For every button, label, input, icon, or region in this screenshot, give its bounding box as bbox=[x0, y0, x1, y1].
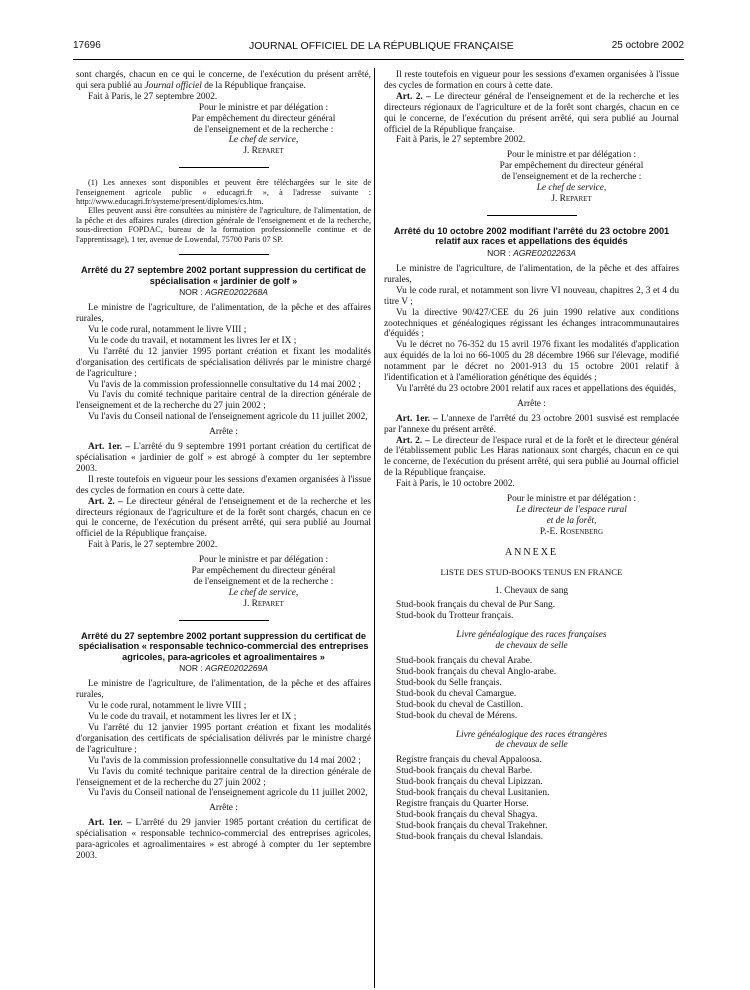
decree-title: Arrêté du 27 septembre 2002 portant suppression du certificat de spécialisation « responsable technico-commercial des entreprises agricoles, para-agricoles et agroalimentaires » bbox=[78, 630, 369, 662]
preamble-line: Vu le code du travail, et notamment les livres Ier et IX ; bbox=[88, 335, 297, 346]
fait-line: Fait à Paris, le 27 septembre 2002. bbox=[88, 540, 218, 551]
list-item: Stud-book français du cheval Islandais. bbox=[396, 831, 544, 842]
preamble-line: Vu l'arrêté du 12 janvier 1995 portant création et fixant les modalités d'organisation des certificats de spécialisation délivrés par le ministre chargé de l'agriculture ; bbox=[76, 346, 371, 379]
list-item: Stud-book du Selle français. bbox=[396, 677, 502, 688]
preamble-line: Le ministre de l'agriculture, de l'alimentation, de la pêche et des affaires rurales, bbox=[384, 263, 679, 285]
fait-line: Fait à Paris, le 10 octobre 2002. bbox=[396, 479, 515, 490]
preamble-line: Vu le décret no 76-352 du 15 avril 1976 fixant les modalités d'application aux équidés de la loi no 66-1005 du 28 décembre 1966 sur l'élevage, modifié notamment par le décret no 2001-913 du 15 octobre 2001 relatif à l'identification et à l'amélioration génétique des équidés ; bbox=[384, 340, 679, 384]
list-heading: LISTE DES STUD-BOOKS TENUS EN FRANCE bbox=[440, 566, 623, 577]
page-header bbox=[73, 40, 684, 56]
signature-block: Pour le ministre et par délégation : Par empêchement du directeur général de l'enseignement et de la recherche : Le chef de service, J. Reparet bbox=[191, 555, 336, 609]
preamble-line: Vu la directive 90/427/CEE du 26 juin 1990 relative aux conditions zootechniques et généalogiques régissant les échanges intracommunautaires d'équidés ; bbox=[384, 307, 679, 340]
list-item: Stud-book français du cheval Arabe. bbox=[396, 656, 533, 667]
preamble-line: Vu l'avis du comité technique paritaire central de la direction générale de l'enseignement et de la recherche du 27 juin 2002 ; bbox=[76, 390, 371, 412]
list-item: Registre français du Quarter Horse. bbox=[396, 798, 529, 809]
left-column bbox=[76, 70, 371, 862]
list-item: Stud-book français du cheval Lusitanien. bbox=[396, 788, 550, 799]
signature-block: Pour le ministre et par délégation : Par empêchement du directeur général de l'enseignement et de la recherche : Le chef de service, J. Reparet bbox=[191, 102, 336, 157]
studbook-list bbox=[384, 656, 679, 721]
page-number: 17696 bbox=[73, 40, 101, 51]
issue-date: 25 octobre 2002 bbox=[611, 40, 684, 51]
preamble-line: Vu le code rural, notamment le livre VIII ; bbox=[88, 325, 247, 335]
list-item: Registre français du cheval Appaloosa. bbox=[396, 755, 542, 766]
article-1: Art. 1er. – L'arrêté du 29 janvier 1985 portant création du certificat de spécialisation « responsable technico-commercial des entreprises agricoles, para-agricoles et agroalimentaires » est abrogé à compter du 1er septembre 2003. bbox=[76, 818, 371, 861]
article-2: Art. 2. – Le directeur général de l'enseignement et de la recherche et les directeurs régionaux de l'agriculture et de la forêt sont chargés, chacun en ce qui le concerne, de l'exécution du présent arrêté, qui sera publié au Journal officiel de la République française. bbox=[76, 496, 371, 540]
section-rule bbox=[179, 167, 269, 168]
list-item: Stud-book français du cheval Lipizzan. bbox=[396, 777, 543, 788]
list-item: Stud-book du cheval de Mérens. bbox=[396, 710, 518, 721]
preamble-line: Vu l'arrêté du 12 janvier 1995 portant création et fixant les modalités d'organisation des certificats de spécialisation délivrés par le ministre chargé de l'agriculture ; bbox=[76, 722, 371, 755]
studbook-list bbox=[384, 755, 679, 842]
list-item: Stud-book français du cheval Anglo-arabe. bbox=[396, 666, 557, 677]
list-item: Stud-book français du cheval Trakehner. bbox=[396, 820, 548, 831]
preamble-line: Vu l'avis du comité technique paritaire central de la direction générale de l'enseignement et de la recherche du 27 juin 2002 ; bbox=[76, 766, 371, 788]
annexe-heading: ANNEXE bbox=[504, 546, 559, 558]
list-item: Stud-book français du cheval Barbe. bbox=[396, 766, 533, 777]
preamble-line: Le ministre de l'agriculture, de l'alimentation, de la pêche et des affaires rurales, bbox=[76, 303, 371, 325]
preamble-line: Vu l'avis de la commission professionnelle consultative du 14 mai 2002 ; bbox=[88, 755, 361, 766]
nor-reference: NOR : AGRE0202269A bbox=[179, 663, 268, 674]
preamble-line: Le ministre de l'agriculture, de l'alimentation, de la pêche et des affaires rurales, bbox=[76, 679, 371, 701]
article-2: Art. 2. – Le directeur général de l'enseignement et de la recherche et les directeurs régionaux de l'agriculture et de la forêt sont chargés, chacun en ce qui le concerne, de l'exécution du présent arrêté, qui sera publié au Journal officiel de la République française. bbox=[384, 91, 679, 135]
preamble-line: Vu le code du travail, et notamment les livres Ier et IX ; bbox=[88, 712, 297, 723]
section-rule bbox=[487, 215, 577, 216]
article-1-continued: Il reste toutefois en vigueur pour les sessions d'examen organisées à l'issue des cycles de formation en cours à cette date. bbox=[76, 474, 371, 496]
arrete-label: Arrête : bbox=[209, 803, 238, 814]
list-item: Stud-book du cheval Camargue. bbox=[396, 688, 517, 699]
list-item: Stud-book français du cheval de Pur Sang. bbox=[396, 600, 556, 611]
preamble-line: Vu l'arrêté du 23 octobre 2001 relatif aux races et appellations des équidés, bbox=[396, 383, 677, 394]
preamble-line: Vu l'avis du Conseil national de l'enseignement agricole du 11 juillet 2002, bbox=[88, 788, 368, 799]
preamble-line: Vu le code rural, et notamment son livre VI nouveau, chapitres 2, 3 et 4 du titre V ; bbox=[384, 285, 679, 307]
subsection-heading: Livre généalogique des races françaises de chevaux de selle bbox=[456, 630, 607, 652]
article-1: Art. 1er. – L'arrêté du 9 septembre 1991 portant création du certificat de spécialisation « jardinier de golf » est abrogé à compter du 1er septembre 2003. bbox=[76, 442, 371, 474]
section-heading: 1. Chevaux de sang bbox=[494, 585, 569, 596]
nor-reference: NOR : AGRE0202268A bbox=[179, 287, 268, 298]
signature-block: Pour le ministre et par délégation : Le directeur de l'espace rural et de la forêt, P.-E. Rosenberg bbox=[506, 494, 637, 537]
section-rule bbox=[179, 254, 269, 255]
footnote-continued: Elles peuvent aussi être consultées au ministère de l'agriculture, de l'alimentation, de la pêche et des affaires rurales (direction générale de l'enseignement et de la recherche, sous-direction FOPDAC, bureau de la formation professionnelle continue et de l'apprentissage), 1 ter, avenue de Lowendal, 75700 Paris 07 SP. bbox=[76, 206, 371, 244]
article-2: Art. 2. – Le directeur de l'espace rural et de la forêt et le directeur général de l'établissement public Les Haras nationaux sont chargés, chacun en ce qui le concerne, de l'exécution du présent arrêté, qui sera publié au Journal officiel de la République française. bbox=[384, 435, 679, 479]
fait-line: Fait à Paris, le 27 septembre 2002. bbox=[396, 135, 526, 146]
list-item: Stud-book du Trotteur français. bbox=[396, 611, 514, 622]
arrete-label: Arrête : bbox=[209, 427, 238, 438]
nor-reference: NOR : AGRE0202263A bbox=[487, 248, 576, 259]
journal-title: JOURNAL OFFICIEL DE LA RÉPUBLIQUE FRANÇAISE bbox=[249, 40, 514, 52]
subsection-heading: Livre généalogique des races étrangères de chevaux de selle bbox=[455, 729, 608, 751]
fait-line: Fait à Paris, le 27 septembre 2002. bbox=[88, 91, 218, 102]
footnote: (1) Les annexes sont disponibles et peuvent être téléchargées sur le site de l'enseignement agricole public « educagri.fr », à l'adresse suivante : http://www.educagri.fr/systeme/present/diplomes/cs.htm. bbox=[76, 178, 371, 207]
signature-block: Pour le ministre et par délégation : Par empêchement du directeur général de l'enseignement et de la recherche : Le chef de service, J. Reparet bbox=[499, 150, 644, 204]
column-divider bbox=[374, 68, 375, 988]
right-column bbox=[384, 70, 679, 843]
list-item: Stud-book du cheval de Castillon. bbox=[396, 699, 523, 710]
studbook-list bbox=[384, 600, 679, 622]
preamble-line: Vu l'avis de la commission professionnelle consultative du 14 mai 2002 ; bbox=[88, 379, 361, 390]
preamble-line: Vu l'avis du Conseil national de l'enseignement agricole du 11 juillet 2002, bbox=[88, 412, 368, 423]
continuation-paragraph: Il reste toutefois en vigueur pour les sessions d'examen organisées à l'issue des cycles de formation en cours à cette date. bbox=[384, 70, 679, 91]
article-1: Art. 1er. – L'annexe de l'arrêté du 23 octobre 2001 susvisé est remplacée par l'annexe du présent arrêté. bbox=[384, 413, 679, 435]
header-rule bbox=[73, 59, 684, 60]
section-rule bbox=[179, 620, 269, 621]
decree-title: Arrêté du 27 septembre 2002 portant suppression du certificat de spécialisation « jardinier de golf » bbox=[81, 265, 366, 286]
arrete-label: Arrête : bbox=[517, 398, 546, 409]
preamble-line: Vu le code rural, notamment le livre VIII ; bbox=[88, 701, 247, 712]
decree-title: Arrêté du 10 octobre 2002 modifiant l'arrêté du 23 octobre 2001 relatif aux races et appellations des équidés bbox=[393, 225, 670, 247]
list-item: Stud-book français du cheval Shagya. bbox=[396, 809, 538, 820]
intro-paragraph: sont chargés, chacun en ce qui le concerne, de l'exécution du présent arrêté, qui sera publié au Journal officiel de la République française. bbox=[76, 70, 371, 91]
